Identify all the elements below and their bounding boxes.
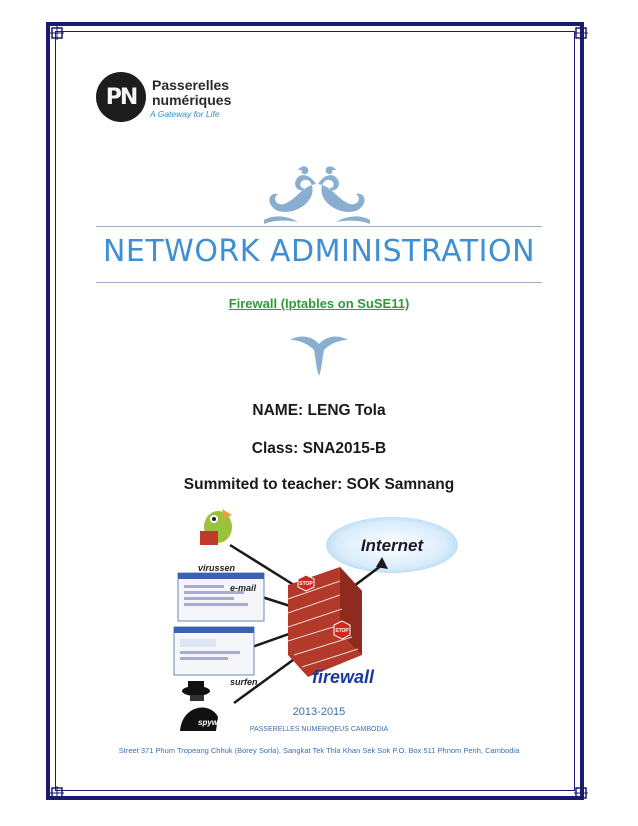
corner-ornament-icon — [50, 786, 64, 800]
divider-line — [96, 226, 542, 227]
virus-character-icon — [200, 509, 232, 545]
logo-name — [152, 78, 231, 108]
logo-mark — [96, 72, 146, 122]
corner-ornament-icon — [50, 26, 64, 40]
organization-logo — [96, 72, 256, 128]
flourish-ornament-icon — [258, 164, 376, 226]
virus-label: virussen — [198, 563, 236, 573]
firewall-illustration — [170, 505, 460, 735]
fleuron-ornament-icon — [288, 332, 350, 378]
academic-years: 2013-2015 — [292, 706, 346, 718]
organization-address: Street 371 Phum Tropeang Chhuk (Borey Sorla), Sangkat Tek Thla Khan Sek Sok P.O. Box 511 Phnom Penh, Cambodia — [118, 746, 520, 755]
stop-label: STOP — [299, 581, 313, 587]
stop-label: STOP — [335, 628, 349, 634]
stop-sign-icon — [334, 621, 350, 639]
internet-label: Internet — [360, 536, 424, 555]
browser-window-icon — [174, 627, 254, 675]
document-subtitle: Firewall (Iptables on SuSE11) — [228, 296, 410, 311]
divider-line — [96, 282, 542, 283]
spyware-label: spyware — [198, 718, 231, 727]
page-title: NETWORK ADMINISTRATION — [102, 234, 536, 269]
email-window-icon — [178, 573, 264, 621]
logo-mark-text: PN — [105, 84, 137, 110]
email-label: e-mail — [230, 583, 257, 593]
organization-name: PASSERELLES NUMERIQEUS CAMBODIA — [249, 726, 389, 733]
student-name: NAME: LENG Tola — [252, 402, 386, 419]
logo-name-line1: Passerelles — [152, 77, 230, 93]
logo-name-line2: numériques — [152, 92, 232, 108]
corner-ornament-icon — [574, 26, 588, 40]
corner-ornament-icon — [574, 786, 588, 800]
surfing-label: surfen — [230, 677, 258, 687]
logo-tagline: A Gateway for Life — [150, 109, 220, 119]
teacher-line: Summited to teacher: SOK Samnang — [183, 476, 455, 493]
stop-sign-icon — [298, 575, 314, 591]
student-class: Class: SNA2015-B — [251, 440, 387, 457]
firewall-label: firewall — [312, 667, 375, 687]
